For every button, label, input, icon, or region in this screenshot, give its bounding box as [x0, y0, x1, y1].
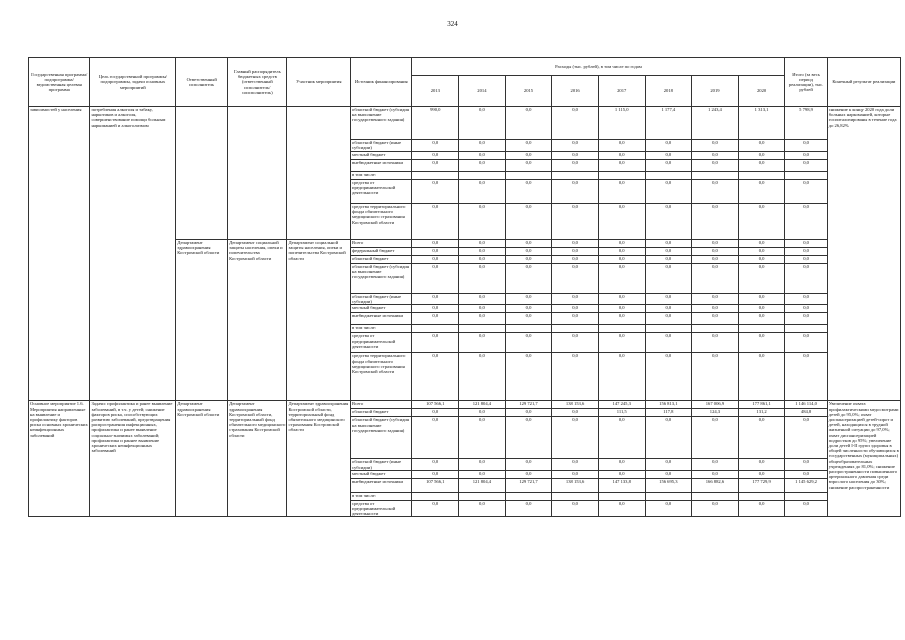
value-cell: 0,0 — [459, 353, 506, 401]
header-year: 2015 — [505, 76, 552, 107]
value-cell — [552, 325, 599, 333]
header-responsible: Ответственный исполнитель — [176, 58, 228, 107]
total-cell: 0,0 — [785, 417, 827, 459]
source-cell: внебюджетные источники — [351, 160, 412, 172]
value-cell: 129 721,7 — [505, 401, 552, 409]
value-cell: 0,0 — [412, 140, 459, 152]
value-cell: 0,0 — [459, 160, 506, 172]
value-cell: 0,0 — [738, 500, 785, 517]
value-cell: 166 882,6 — [692, 478, 739, 492]
value-cell: 177 729,9 — [738, 478, 785, 492]
value-cell: 0,0 — [692, 160, 739, 172]
value-cell: 0,0 — [692, 204, 739, 240]
value-cell: 0,0 — [598, 204, 645, 240]
value-cell — [645, 492, 692, 500]
total-cell: 1 146 114,0 — [785, 401, 827, 409]
value-cell: 0,0 — [505, 313, 552, 325]
header-program: Государственная программа/подпрограмма/ ведомственная целевая программа — [29, 58, 90, 107]
value-cell: 117,8 — [645, 409, 692, 417]
value-cell: 156 695,3 — [645, 478, 692, 492]
value-cell: 0,0 — [459, 140, 506, 152]
value-cell — [692, 325, 739, 333]
total-cell: 484,8 — [785, 409, 827, 417]
value-cell — [692, 172, 739, 180]
source-cell: Всего — [351, 401, 412, 409]
source-cell: местный бюджет — [351, 152, 412, 160]
value-cell: 0,0 — [459, 313, 506, 325]
value-cell: 0,0 — [505, 333, 552, 353]
value-cell: 0,0 — [412, 160, 459, 172]
value-cell: 0,0 — [459, 294, 506, 305]
total-cell: 0,0 — [785, 160, 827, 172]
value-cell: 990,0 — [412, 107, 459, 140]
value-cell: 138 153,6 — [552, 401, 599, 409]
header-grbs: Главный распорядитель бюджетных средств (ответственный исполнитель/ соисполнитель) — [228, 58, 287, 107]
value-cell: 0,0 — [692, 264, 739, 294]
value-cell: 138 153,6 — [552, 478, 599, 492]
value-cell: 107 566,1 — [412, 401, 459, 409]
value-cell: 0,0 — [459, 107, 506, 140]
value-cell: 0,0 — [645, 204, 692, 240]
value-cell — [459, 492, 506, 500]
source-cell: в том числе: — [351, 172, 412, 180]
total-cell — [785, 492, 827, 500]
source-cell: областной бюджет — [351, 409, 412, 417]
value-cell: 0,0 — [505, 264, 552, 294]
value-cell: 0,0 — [552, 152, 599, 160]
value-cell — [598, 325, 645, 333]
value-cell: 0,0 — [692, 353, 739, 401]
value-cell: 0,0 — [645, 333, 692, 353]
value-cell: 0,0 — [598, 313, 645, 325]
source-cell: областной бюджет — [351, 256, 412, 264]
value-cell: 0,0 — [738, 240, 785, 248]
value-cell — [692, 492, 739, 500]
total-cell: 0,0 — [785, 256, 827, 264]
total-cell — [785, 325, 827, 333]
value-cell: 0,0 — [692, 305, 739, 313]
value-cell: 147 133,8 — [598, 478, 645, 492]
value-cell: 111,5 — [598, 409, 645, 417]
source-cell: областной бюджет (иные субсидии) — [351, 459, 412, 470]
value-cell: 0,0 — [738, 305, 785, 313]
total-cell: 0,0 — [785, 459, 827, 470]
value-cell: 0,0 — [692, 294, 739, 305]
value-cell: 0,0 — [738, 353, 785, 401]
value-cell: 0,0 — [645, 353, 692, 401]
budget-table — [28, 57, 901, 517]
value-cell: 0,0 — [738, 152, 785, 160]
value-cell: 1 313,1 — [738, 107, 785, 140]
value-cell: 0,0 — [412, 264, 459, 294]
header-year: 2013 — [412, 76, 459, 107]
value-cell — [738, 325, 785, 333]
value-cell: 0,0 — [645, 294, 692, 305]
value-cell: 0,0 — [692, 500, 739, 517]
responsible-cell: Департамент здравоохранения Костромской области — [176, 240, 228, 401]
value-cell: 0,0 — [692, 459, 739, 470]
value-cell: 129 721,7 — [505, 478, 552, 492]
source-cell: местный бюджет — [351, 470, 412, 478]
value-cell: 131,2 — [738, 409, 785, 417]
source-cell: областной бюджет (иные субсидии) — [351, 140, 412, 152]
source-cell: местный бюджет — [351, 305, 412, 313]
result-cell: снижение к концу 2020 года доли больных наркоманией, которые госпитализированы в течение года до 26,82% — [827, 107, 900, 401]
source-cell: внебюджетные источники — [351, 478, 412, 492]
value-cell: 0,0 — [692, 152, 739, 160]
value-cell: 0,0 — [598, 160, 645, 172]
value-cell: 0,0 — [598, 305, 645, 313]
result-cell: Увеличение охвата профилактическими медосмотрами детей до 95,0%; охват диспансеризацией детей-сирот и детей, находящихся в трудной жизненной ситуации до 97,0%; охват диспансеризацией подростков до 95%; увеличение доли детей I-II групп здоровья в общей численности обучающихся в государственных (муниципальных) общеобразовательных учреждениях до 81,0%; снижение распространенности повышенного артериального давления среди взрослого населения до 30%; снижение распространенности — [827, 401, 900, 517]
value-cell: 0,0 — [459, 264, 506, 294]
value-cell: 0,0 — [459, 180, 506, 204]
source-cell: областной бюджет (иные субсидии) — [351, 294, 412, 305]
value-cell: 0,0 — [692, 313, 739, 325]
table-row — [29, 107, 901, 140]
value-cell: 0,0 — [552, 180, 599, 204]
header-total: Итого (за весь период реализации), тыс. рублей — [785, 58, 827, 107]
value-cell: 0,0 — [459, 152, 506, 160]
value-cell: 0,0 — [738, 204, 785, 240]
total-cell: 0,0 — [785, 140, 827, 152]
total-cell: 0,0 — [785, 333, 827, 353]
value-cell — [552, 492, 599, 500]
total-cell: 0,0 — [785, 305, 827, 313]
grbs-cell: Департамент здравоохранения Костромской области, территориальный фонд обязательного медицинского страхования Костромской области — [228, 401, 287, 517]
header-year: 2017 — [598, 76, 645, 107]
value-cell: 0,0 — [552, 256, 599, 264]
value-cell: 0,0 — [505, 500, 552, 517]
source-cell: средства от предпринимательской деятельности — [351, 333, 412, 353]
value-cell — [738, 492, 785, 500]
value-cell: 0,0 — [645, 180, 692, 204]
page-number: 324 — [447, 20, 458, 28]
value-cell: 0,0 — [505, 353, 552, 401]
value-cell: 0,0 — [645, 417, 692, 459]
header-participant: Участник мероприятия — [287, 58, 351, 107]
value-cell: 0,0 — [552, 417, 599, 459]
value-cell: 0,0 — [412, 353, 459, 401]
value-cell: 0,0 — [692, 333, 739, 353]
participant-cell: Департамент здравоохранения Костромской области, территориальный фонд обязательного медицинского страхования Костромской области — [287, 401, 351, 517]
value-cell: 0,0 — [412, 417, 459, 459]
value-cell: 0,0 — [598, 264, 645, 294]
value-cell: 0,0 — [738, 256, 785, 264]
value-cell: 0,0 — [738, 417, 785, 459]
value-cell: 0,0 — [459, 248, 506, 256]
value-cell: 0,0 — [598, 500, 645, 517]
program-cell: Основное мероприятие 1.6. Мероприятия направленные на выявление и профилактику факторов риска основных хронических неинфекционных заболеваний — [29, 401, 90, 517]
program-cell: зависимостей у населения — [29, 107, 90, 401]
value-cell: 0,0 — [412, 256, 459, 264]
value-cell: 1 177,4 — [645, 107, 692, 140]
value-cell: 0,0 — [738, 248, 785, 256]
total-cell: 1 145 629,2 — [785, 478, 827, 492]
value-cell: 0,0 — [505, 180, 552, 204]
value-cell: 0,0 — [645, 305, 692, 313]
value-cell: 0,0 — [459, 305, 506, 313]
value-cell: 0,0 — [738, 313, 785, 325]
value-cell: 0,0 — [738, 294, 785, 305]
source-cell: Всего — [351, 240, 412, 248]
value-cell — [505, 492, 552, 500]
value-cell: 0,0 — [412, 204, 459, 240]
value-cell: 0,0 — [505, 160, 552, 172]
value-cell: 0,0 — [552, 248, 599, 256]
header-result: Конечный результат реализации — [827, 58, 900, 107]
value-cell: 177 861,1 — [738, 401, 785, 409]
value-cell — [412, 492, 459, 500]
value-cell: 0,0 — [552, 140, 599, 152]
value-cell: 0,0 — [505, 470, 552, 478]
source-cell: в том числе: — [351, 492, 412, 500]
total-cell: 0,0 — [785, 152, 827, 160]
grbs-cell — [228, 107, 287, 240]
value-cell: 167 006,9 — [692, 401, 739, 409]
value-cell — [645, 325, 692, 333]
source-cell: областной бюджет (субсидия на выполнение государственного задания) — [351, 107, 412, 140]
value-cell — [598, 172, 645, 180]
value-cell: 0,0 — [412, 180, 459, 204]
value-cell: 0,0 — [552, 459, 599, 470]
value-cell: 0,0 — [459, 240, 506, 248]
total-cell: 5 798,9 — [785, 107, 827, 140]
total-cell: 0,0 — [785, 180, 827, 204]
value-cell: 1 243,4 — [692, 107, 739, 140]
value-cell: 0,0 — [412, 313, 459, 325]
source-cell: средства от предпринимательской деятельности — [351, 500, 412, 517]
value-cell: 121 804,4 — [459, 401, 506, 409]
value-cell: 0,0 — [738, 140, 785, 152]
value-cell: 0,0 — [412, 409, 459, 417]
value-cell: 0,0 — [412, 459, 459, 470]
value-cell: 0,0 — [645, 160, 692, 172]
header-year: 2019 — [692, 76, 739, 107]
value-cell: 0,0 — [645, 264, 692, 294]
value-cell: 0,0 — [645, 459, 692, 470]
value-cell: 0,0 — [552, 240, 599, 248]
value-cell: 0,0 — [412, 152, 459, 160]
value-cell: 0,0 — [645, 500, 692, 517]
source-cell: в том числе: — [351, 325, 412, 333]
value-cell: 0,0 — [552, 500, 599, 517]
value-cell: 0,0 — [552, 305, 599, 313]
value-cell: 0,0 — [505, 305, 552, 313]
value-cell: 156 813,1 — [645, 401, 692, 409]
value-cell — [505, 172, 552, 180]
value-cell: 0,0 — [412, 500, 459, 517]
value-cell: 0,0 — [505, 107, 552, 140]
responsible-cell: Департамент здравоохранения Костромской области — [176, 401, 228, 517]
source-cell: средства от предпринимательской деятельности — [351, 180, 412, 204]
value-cell: 0,0 — [505, 459, 552, 470]
value-cell — [505, 325, 552, 333]
value-cell: 121 804,4 — [459, 478, 506, 492]
header-year: 2018 — [645, 76, 692, 107]
header-expenses: Расходы (тыс. рублей), в том числе по годам — [412, 58, 785, 76]
total-cell — [785, 172, 827, 180]
value-cell: 0,0 — [552, 204, 599, 240]
value-cell: 0,0 — [738, 264, 785, 294]
value-cell: 0,0 — [738, 160, 785, 172]
value-cell: 0,0 — [598, 180, 645, 204]
value-cell — [645, 172, 692, 180]
total-cell: 0,0 — [785, 204, 827, 240]
value-cell: 0,0 — [459, 417, 506, 459]
value-cell — [552, 172, 599, 180]
value-cell: 0,0 — [459, 256, 506, 264]
value-cell: 0,0 — [645, 152, 692, 160]
value-cell — [459, 325, 506, 333]
value-cell: 0,0 — [505, 248, 552, 256]
total-cell: 0,0 — [785, 294, 827, 305]
value-cell: 0,0 — [552, 333, 599, 353]
responsible-cell — [176, 107, 228, 240]
header-source: Источник финансирования — [351, 58, 412, 107]
value-cell: 0,0 — [692, 240, 739, 248]
value-cell: 0,0 — [459, 204, 506, 240]
total-cell: 0,0 — [785, 313, 827, 325]
value-cell — [598, 492, 645, 500]
total-cell: 0,0 — [785, 470, 827, 478]
value-cell: 0,0 — [598, 152, 645, 160]
value-cell: 0,0 — [645, 240, 692, 248]
value-cell: 0,0 — [505, 409, 552, 417]
value-cell: 0,0 — [505, 417, 552, 459]
total-cell: 0,0 — [785, 240, 827, 248]
value-cell: 0,0 — [598, 333, 645, 353]
value-cell: 1 115,0 — [598, 107, 645, 140]
value-cell: 0,0 — [505, 256, 552, 264]
value-cell: 0,0 — [552, 160, 599, 172]
value-cell: 0,0 — [692, 248, 739, 256]
header-year: 2016 — [552, 76, 599, 107]
value-cell: 124,3 — [692, 409, 739, 417]
value-cell: 0,0 — [412, 294, 459, 305]
goal-cell: Задачи: профилактика и ранее выявление заболеваний, в т.ч. у детей; снижение факторов риска, способствующих развитию заболеваний, предотвращения распространения инфекционных, профилактика и ранее выявление социально-значимых заболеваний; профилактика и раннее выявление хронических неинфекционных заболеваний — [90, 401, 176, 517]
source-cell: федеральный бюджет — [351, 248, 412, 256]
value-cell — [459, 172, 506, 180]
value-cell: 0,0 — [738, 459, 785, 470]
value-cell: 0,0 — [505, 204, 552, 240]
value-cell: 0,0 — [505, 240, 552, 248]
value-cell — [412, 325, 459, 333]
source-cell: областной бюджет (субсидия на выполнение государственного задания) — [351, 264, 412, 294]
source-cell: средства территориального фонда обязательного медицинского страхования Костромской области — [351, 353, 412, 401]
value-cell — [738, 172, 785, 180]
value-cell: 0,0 — [598, 140, 645, 152]
value-cell: 0,0 — [459, 459, 506, 470]
value-cell: 0,0 — [598, 294, 645, 305]
source-cell: средства территориального фонда обязательного медицинского страхования Костромской области — [351, 204, 412, 240]
value-cell: 0,0 — [645, 313, 692, 325]
source-cell: областной бюджет (субсидия на выполнение государственного задания) — [351, 417, 412, 459]
header-goal: Цель государственной программы/подпрограммы, задачи основных мероприятий — [90, 58, 176, 107]
value-cell: 0,0 — [645, 256, 692, 264]
value-cell: 0,0 — [459, 333, 506, 353]
value-cell: 0,0 — [505, 152, 552, 160]
total-cell: 0,0 — [785, 353, 827, 401]
value-cell: 0,0 — [645, 140, 692, 152]
value-cell: 0,0 — [505, 294, 552, 305]
value-cell: 0,0 — [412, 248, 459, 256]
value-cell: 0,0 — [552, 470, 599, 478]
participant-cell: Департамент социальной защиты населения, опеки и попечительства Костромской области — [287, 240, 351, 401]
table-row — [29, 401, 901, 409]
value-cell: 0,0 — [738, 470, 785, 478]
value-cell: 0,0 — [552, 294, 599, 305]
value-cell: 0,0 — [598, 240, 645, 248]
value-cell: 0,0 — [598, 459, 645, 470]
total-cell: 0,0 — [785, 500, 827, 517]
value-cell: 0,0 — [692, 140, 739, 152]
total-cell: 0,0 — [785, 248, 827, 256]
value-cell: 0,0 — [692, 180, 739, 204]
value-cell: 0,0 — [412, 305, 459, 313]
header-year: 2014 — [459, 76, 506, 107]
source-cell: внебюджетные источники — [351, 313, 412, 325]
grbs-cell: Департамент социальной защиты населения, опеки и попечительства Костромской области — [228, 240, 287, 401]
value-cell: 0,0 — [459, 409, 506, 417]
value-cell: 0,0 — [645, 470, 692, 478]
goal-cell: потребления алкоголя и табаку, наркотиков и алкоголя, совершенствование помощи больным наркоманией и алкоголизмом — [90, 107, 176, 401]
value-cell: 0,0 — [598, 248, 645, 256]
value-cell: 0,0 — [552, 353, 599, 401]
value-cell: 0,0 — [552, 264, 599, 294]
value-cell: 0,0 — [505, 140, 552, 152]
total-cell: 0,0 — [785, 264, 827, 294]
value-cell: 107 566,1 — [412, 478, 459, 492]
value-cell: 0,0 — [598, 353, 645, 401]
value-cell: 0,0 — [459, 470, 506, 478]
value-cell: 0,0 — [412, 240, 459, 248]
value-cell: 0,0 — [552, 409, 599, 417]
value-cell: 0,0 — [738, 333, 785, 353]
value-cell: 0,0 — [598, 256, 645, 264]
header-year: 2020 — [738, 76, 785, 107]
value-cell: 0,0 — [692, 417, 739, 459]
participant-cell — [287, 107, 351, 240]
value-cell: 0,0 — [692, 470, 739, 478]
value-cell: 0,0 — [459, 500, 506, 517]
value-cell: 0,0 — [692, 256, 739, 264]
value-cell: 0,0 — [412, 470, 459, 478]
value-cell: 147 245,3 — [598, 401, 645, 409]
value-cell: 0,0 — [738, 180, 785, 204]
value-cell: 0,0 — [552, 107, 599, 140]
value-cell: 0,0 — [598, 470, 645, 478]
value-cell: 0,0 — [598, 417, 645, 459]
value-cell: 0,0 — [552, 313, 599, 325]
value-cell: 0,0 — [412, 333, 459, 353]
value-cell — [412, 172, 459, 180]
value-cell: 0,0 — [645, 248, 692, 256]
